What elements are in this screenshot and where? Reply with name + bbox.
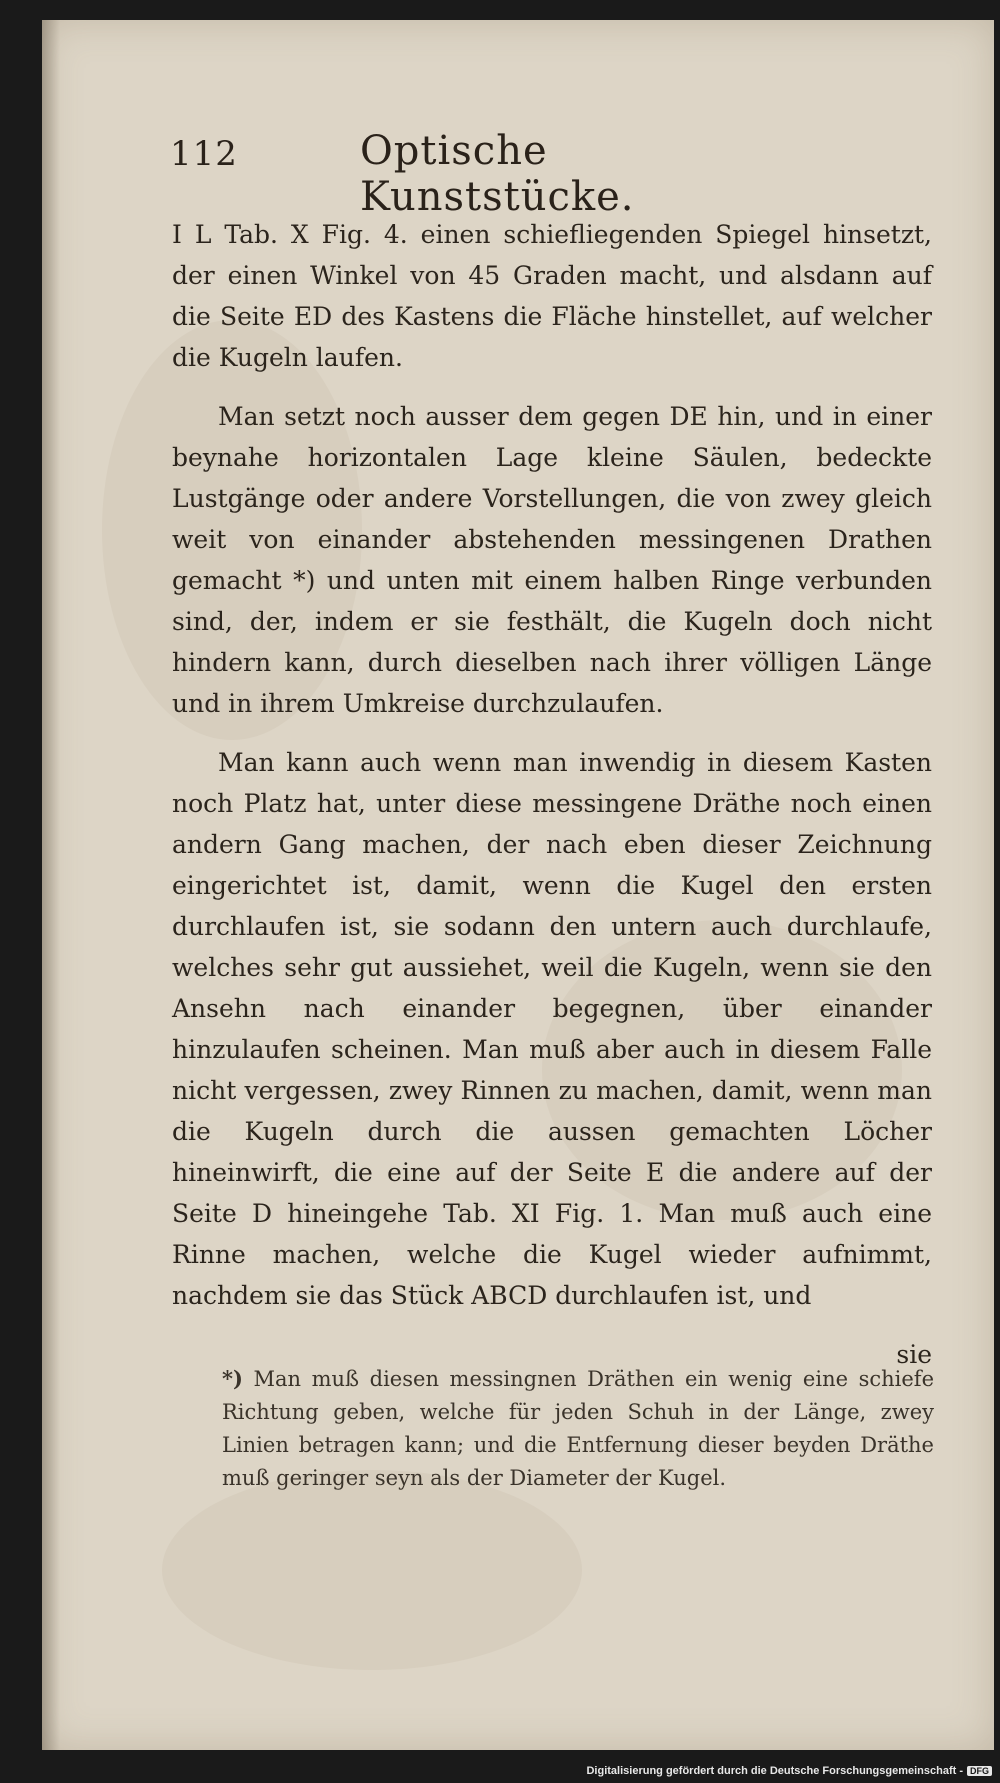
credit-text: Digitalisierung gefördert durch die Deutsche Forschungsgemeinschaft - bbox=[586, 1765, 963, 1777]
running-title: Optische Kunststücke. bbox=[360, 128, 635, 220]
paragraph: I L Tab. X Fig. 4. einen schiefliegenden Spiegel hinsetzt, der einen Winkel von 45 Graden macht, und alsdann auf die Seite ED des Kastens die Fläche hinstellet, auf welcher die Kugeln laufen. bbox=[172, 220, 932, 372]
paper-stain bbox=[162, 1470, 582, 1670]
paragraph: Man setzt noch ausser dem gegen DE hin, und in einer beynahe horizontalen Lage kleine Säulen, bedeckte Lustgänge oder andere Vorstellungen, die von zwey gleich weit von einander abstehenden messingenen Drathen gemacht *) und unten mit einem halben Ringe verbunden sind, der, indem er sie festhält, die Kugeln doch nicht hindern kann, durch dieselben nach ihrer völligen Länge und in ihrem Umkreise durchzulaufen. bbox=[172, 402, 932, 718]
page-header bbox=[170, 128, 790, 220]
page-gutter-shadow bbox=[42, 20, 60, 1750]
footnote-marker: *) bbox=[222, 1366, 243, 1391]
paragraph: Man kann auch wenn man inwendig in diesem Kasten noch Platz hat, unter diese messingene Dräthe noch einen andern Gang machen, der nach eben dieser Zeichnung eingerichtet ist, damit, wenn die Kugel den ersten durchlaufen ist, sie sodann den untern auch durchlaufe, welches sehr gut aussiehet, weil die Kugeln, wenn sie den Ansehn nach einander begegnen, über einander hinzulaufen scheinen. Man muß aber auch in diesem Falle nicht vergessen, zwey Rinnen zu machen, damit, wenn man die Kugeln durch die aussen gemachten Löcher hineinwirft, die eine auf der Seite E die andere auf der Seite D hineingehe Tab. XI Fig. 1. Man muß auch eine Rinne machen, welche die Kugel wieder aufnimmt, nachdem sie das Stück ABCD durchlaufen ist, und bbox=[172, 748, 932, 1310]
footnote-text: Man muß diesen messingnen Dräthen ein wenig eine schiefe Richtung geben, welche für jeden Schuh in der Länge, zwey Linien betragen kann; und die Entfernung dieser beyden Dräthe muß geringer seyn als der Diameter der Kugel. bbox=[222, 1367, 934, 1490]
digitization-credit bbox=[586, 1765, 992, 1777]
dfg-logo: DFG bbox=[967, 1766, 992, 1776]
body-text bbox=[172, 214, 932, 1375]
catchword: sie bbox=[896, 1340, 932, 1369]
footnote bbox=[222, 1362, 934, 1495]
page-number: 112 bbox=[170, 134, 238, 174]
